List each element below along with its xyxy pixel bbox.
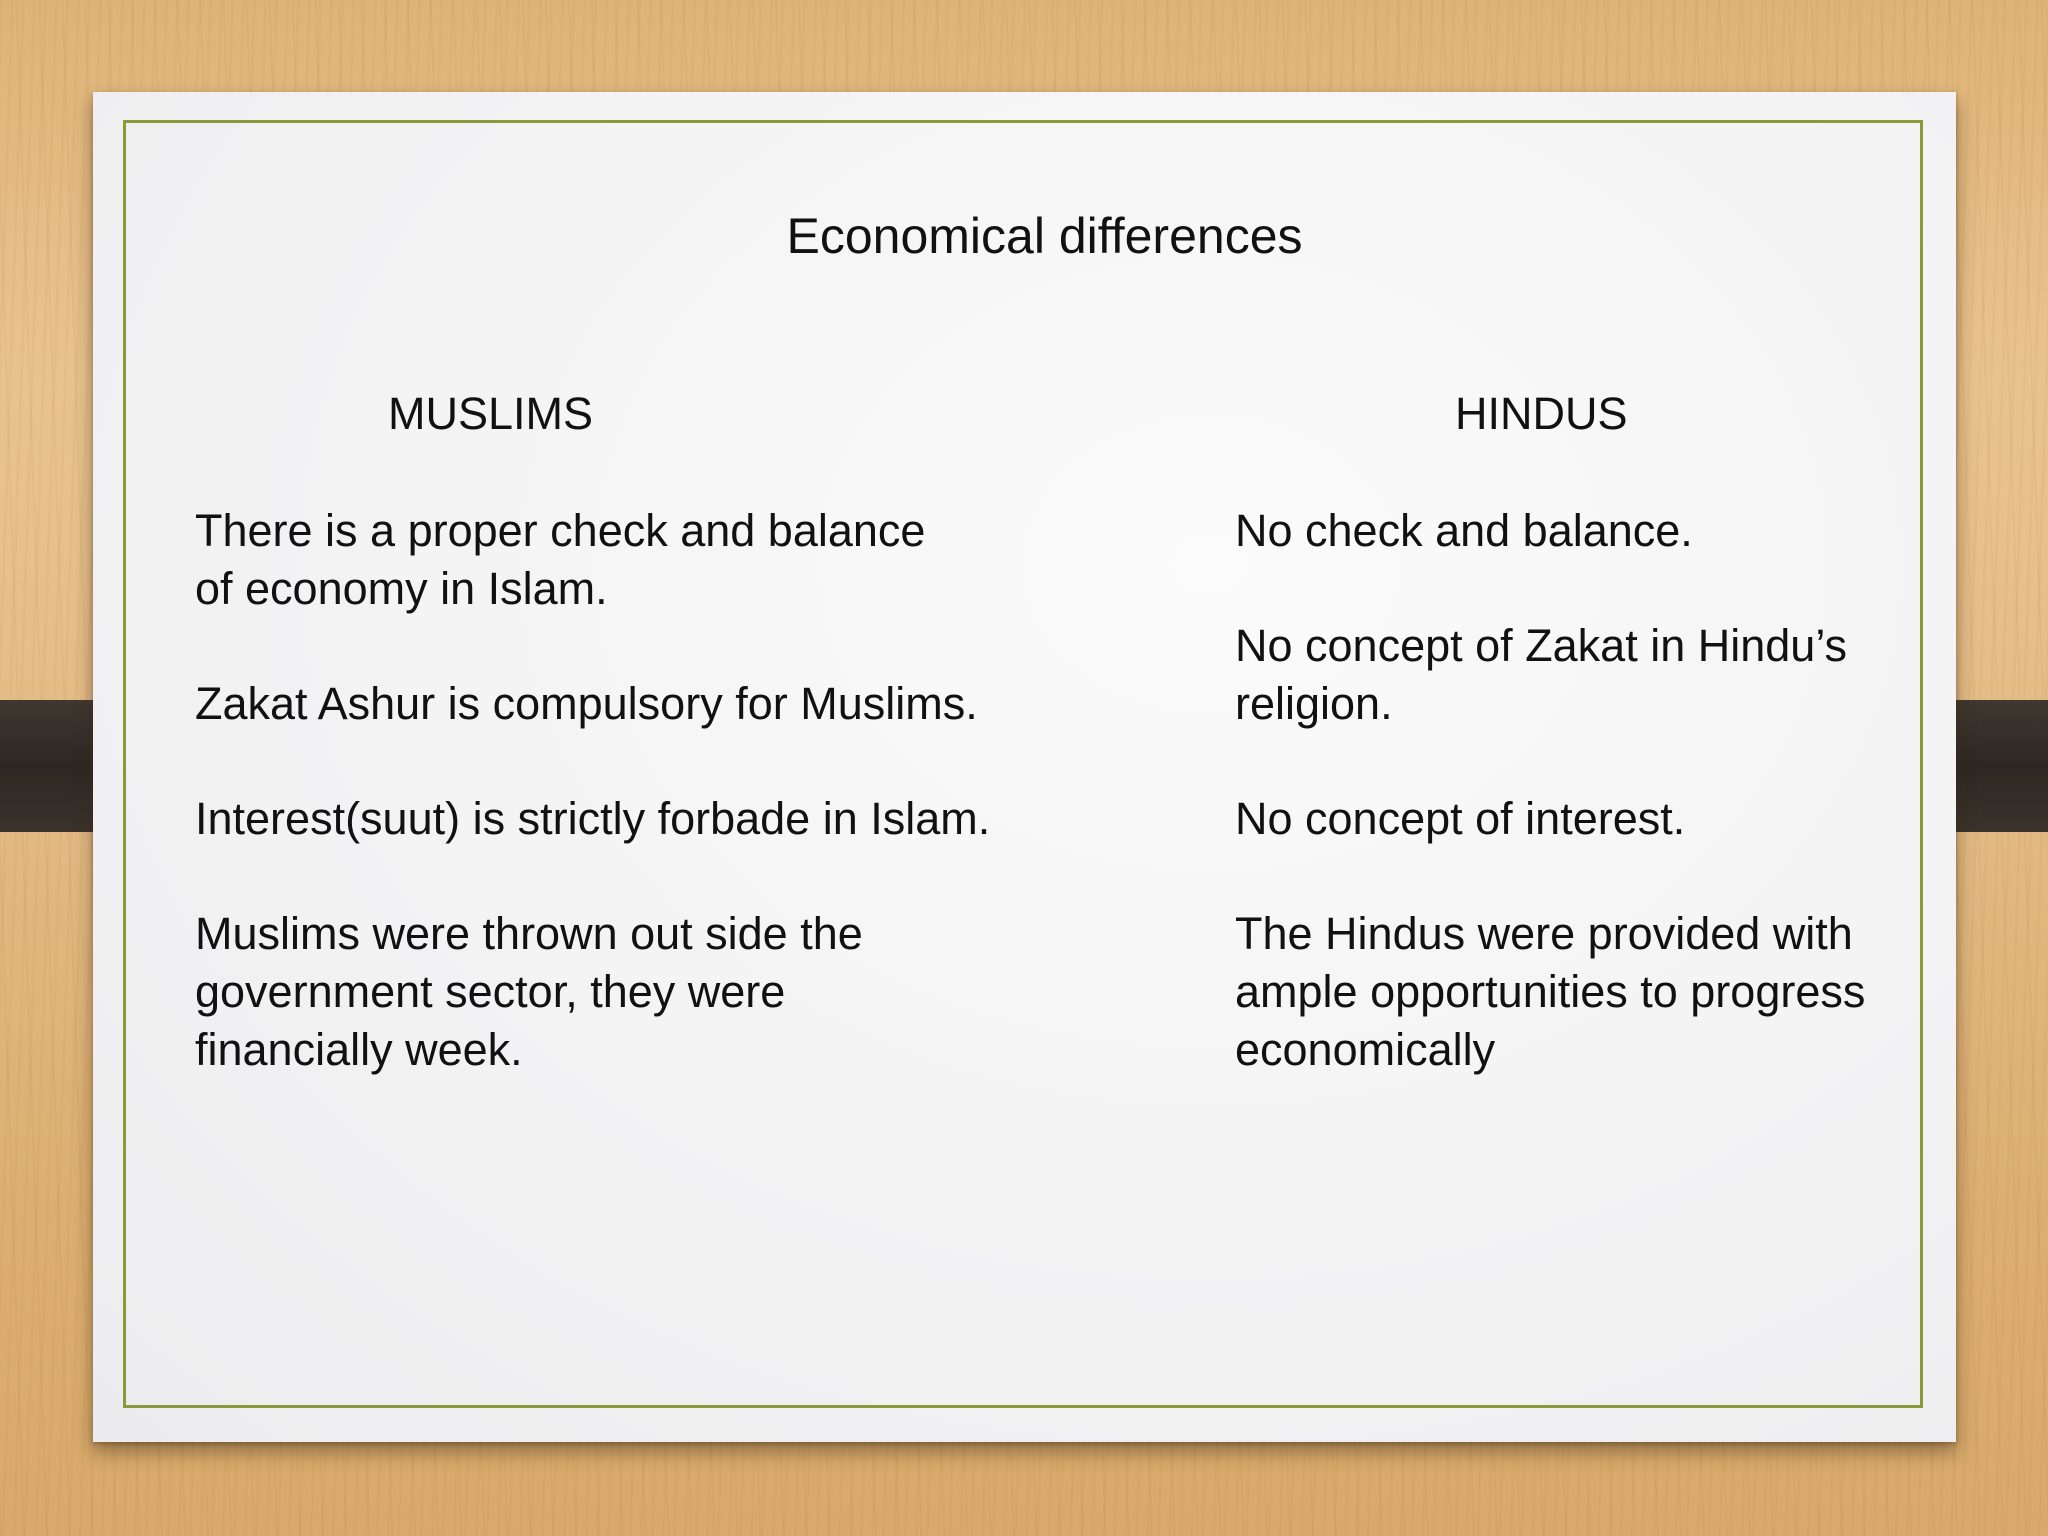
muslims-point: Muslims were thrown out side the government sector, they were financially week. <box>195 908 863 1075</box>
slide-title: Economical differences <box>786 208 1303 264</box>
hindus-column <box>1235 502 1955 1136</box>
hindus-heading: HINDUS <box>1455 388 1628 439</box>
muslims-point: Zakat Ashur is compulsory for Muslims. <box>195 678 978 729</box>
muslims-point: Interest(suut) is strictly forbade in Islam. <box>195 793 991 844</box>
muslims-column <box>195 502 1055 1136</box>
hindus-point: No check and balance. <box>1235 505 1693 556</box>
slide-paper <box>93 92 1956 1442</box>
muslims-heading: MUSLIMS <box>388 388 594 439</box>
muslims-point: There is a proper check and balance of economy in Islam. <box>195 505 926 614</box>
hindus-point: No concept of interest. <box>1235 793 1686 844</box>
hindus-point: The Hindus were provided with ample opportunities to progress economically <box>1235 908 1866 1075</box>
hindus-point: No concept of Zakat in Hindu’s religion. <box>1235 620 1848 729</box>
